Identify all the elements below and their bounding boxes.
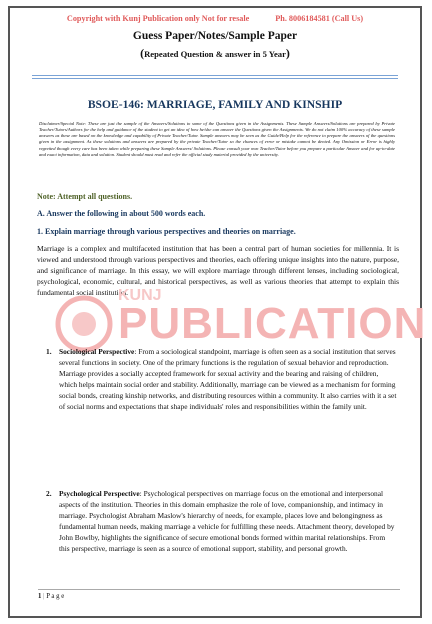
header-divider [32,78,398,79]
page-number: 1 [38,593,42,600]
intro-paragraph: Marriage is a complex and multifaceted institution that has been a central part of human societies for millennia. It is viewed and understood through various perspectives and theories, each offering unique insights into the nature, purpose, and significance of marriage. In this essay, we will explore marriage through different lenses, including sociological, psychological, economic, cultural, and historical perspectives, as well as various theories that attempt to explain this fundamental social institution. [37,244,399,297]
document-page [8,6,427,618]
list-item-text: : From a sociological standpoint, marriage is often seen as a social institution that serves several functions in society. One of the primary functions is the regulation of sexual behavior and reproduction. Marriage provides a socially accepted framework for sexual activity and the bearing and raising of children, which helps maintain social order and stability. Additionally, marriage can be viewed as a mechanism for forming social bonds, creating kinship networks, and distributing resources within a community. It also carries with it a set of social norms and expectations that shape individuals' roles and responsibilities within the family unit. [59,347,397,411]
list-item [46,346,397,412]
svg-text:PUBLICATION: PUBLICATION [118,299,427,348]
question-1: 1. Explain marriage through various perspectives and theories on marriage. [37,227,296,236]
note-text: Note: Attempt all questions. [37,192,133,201]
disclaimer-text: Disclaimer/Special Note: These are just the sample of the Answers/Solutions to some of the Questions given in the Assignments. These Sample Answers/Solutions are prepared by Private Teacher/Tutors/Authors for the help and guidance of the student to get an idea of how he/she can answer the Questions given the Assignments. We do not claim 100% accuracy of these sample answers as these are based on the knowledge and capability of Private Teacher/Tutor. Sample answers may be seen as the Guide/Help for the reference to prepare the answers of the questions given in the assignment. As these solutions and answers are prepared by the private Teacher/Tutor so the chances of error or mistake cannot be denied. Any Omission or Error is highly regretted though every care has been taken while preparing these Sample Answers/ Solutions. Please consult your own Teacher/Tutor before you prepare a particular Answer and for up-to-date and exact information, data and solution. Student should must read and refer the official study material provided by the university. [39,121,395,157]
document-title: Guess Paper/Notes/Sample Paper [132,30,298,42]
list-item-term: Sociological Perspective [59,347,135,356]
document-subtitle: (Repeated Question & answer in 5 Year) [140,46,290,60]
list-item [46,488,397,554]
list-item-number: 2. [46,489,52,498]
page-label: P a g e [46,593,65,600]
header-divider [32,75,398,76]
svg-text:KUNJ: KUNJ [118,287,162,304]
page-footer [38,593,64,600]
footer-separator: | [43,593,45,600]
footer-divider [38,589,400,590]
course-heading: BSOE-146: MARRIAGE, FAMILY AND KINSHIP [87,98,343,111]
list-item-number: 1. [46,347,52,356]
phone-text: Ph. 8006184581 (Call Us) [275,14,364,23]
copyright-banner [10,14,420,23]
list-item-term: Psychological Perspective [59,489,140,498]
section-a-instruction: A. Answer the following in about 500 words each. [37,209,206,218]
list-item-text: : Psychological perspectives on marriage focus on the emotional and interpersonal aspects of the institution. Theories in this domain emphasize the role of love, companionship, and intimacy in marriage. Psychologist Abraham Maslow's hierarchy of needs, for example, places love and belongingness as fundamental human needs, making marriage a vehicle for fulfilling these needs. Attachment theory, developed by John Bowlby, highlights the significance of secure emotional bonds formed within marital relationships. From this perspective, marriage is seen as a source of emotional support, stability, and personal growth. [59,489,395,553]
copyright-text: Copyright with Kunj Publication only Not for resale [66,14,250,23]
